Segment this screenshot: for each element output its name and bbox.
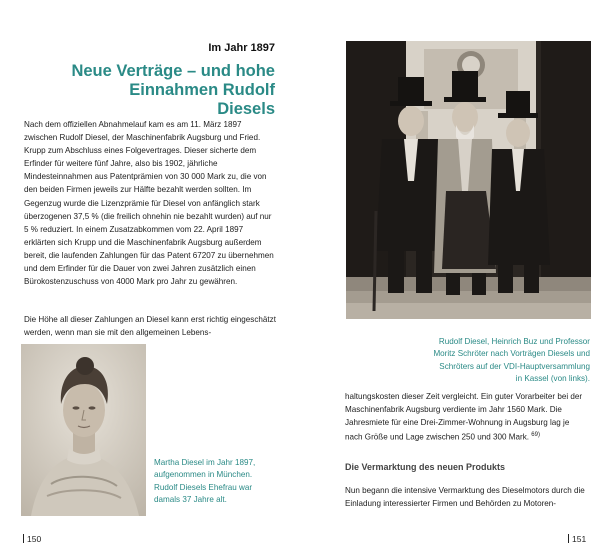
martha-caption-line2: aufgenommen in München. <box>154 470 253 480</box>
section-kicker: Im Jahr 1897 <box>208 42 275 54</box>
subheading: Die Vermarktung des neuen Produkts <box>345 462 506 472</box>
body-paragraph-4: Nun begann die intensive Vermarktung des Dieselmotors durch die Einladung interessierter Firmen und Behörden zu Motoren- <box>345 486 585 509</box>
page-number-left <box>20 534 41 544</box>
right-page <box>300 0 600 545</box>
group-caption-line2: Moritz Schröter nach Vorträgen Diesels und <box>433 349 590 359</box>
group-caption-line4: in Kassel (von links). <box>515 374 590 384</box>
chapter-title-line1: Neue Verträge – und hohe <box>71 62 275 80</box>
body-paragraph-3 <box>345 390 587 444</box>
page-number-right <box>565 534 586 544</box>
page-number-right-value: 151 <box>572 534 587 544</box>
footnote-ref: 69) <box>531 432 540 439</box>
page-number-rule <box>568 534 569 543</box>
body-paragraph-3-text: haltungskosten dieser Zeit vergleicht. Ein guter Vorarbeiter bei der Maschinenfabrik Augsburg verdiente im Jahr 1560 Mark. Die Jahresmiete für eine Drei-Zimmer-Wohnung in Augsburg lag je nach Größe und Lage zwischen 250 und 300 Mark. <box>345 392 583 442</box>
martha-caption-line3: Rudolf Diesels Ehefrau war <box>154 482 253 492</box>
group-photo-caption <box>385 336 590 386</box>
group-caption-line3: Schröters auf der VDI-Hauptversammlung <box>439 361 590 371</box>
chapter-title-line2: Einnahmen Rudolf Diesels <box>129 81 275 118</box>
portrait-illustration <box>21 344 146 516</box>
martha-caption-line1: Martha Diesel im Jahr 1897, <box>154 458 256 467</box>
martha-photo-caption <box>154 457 274 507</box>
body-paragraph-2: Die Höhe all dieser Zahlungen an Diesel kann erst richtig eingeschätzt werden, wenn man sie mit den allgemeinen Lebens- <box>24 315 276 338</box>
martha-diesel-photo <box>21 344 146 516</box>
chapter-title <box>70 62 275 119</box>
group-caption-line1: Rudolf Diesel, Heinrich Buz und Professor <box>438 337 590 346</box>
body-paragraph-1: Nach dem offiziellen Abnahmelauf kam es am 11. März 1897 zwischen Rudolf Diesel, der Maschinenfabrik Augsburg und Fried. Krupp zum Abschluss eines Folgevertrages. Dieser sicherte dem Erfinder für weitere fünf Jahre, also bis 1902, jährliche Mindesteinnahmen aus Patentprämien von 30 000 Mark zu, die von den beiden Firmen jeweils zur Hälfte bezahlt werden sollten. Im Gegenzug wurde die Lizenzprämie für Diesel von anfänglich stark überzogenen 37,5 % (die freilich ohnehin nie bezahlt wurden) auf nur 5 % reduziert. In einem Zusatzabkommen vom 22. April 1897 erklärten sich Krupp und die Maschinenfabrik Augsburg außerdem bereit, die laufenden Zahlungen für das Patent 67207 zu übernehmen und dem Erfinder für die Dauer von zwei Jahren zusätzlich einen Bürokostenzuschuss von 4000 Mark pro Jahr zu gewähren. <box>24 120 274 287</box>
group-photo <box>346 41 591 319</box>
martha-caption-line4: damals 37 Jahre alt. <box>154 495 227 505</box>
page-number-left-value: 150 <box>27 534 42 544</box>
page-number-rule <box>23 534 24 543</box>
group-photo-illustration <box>346 41 591 319</box>
